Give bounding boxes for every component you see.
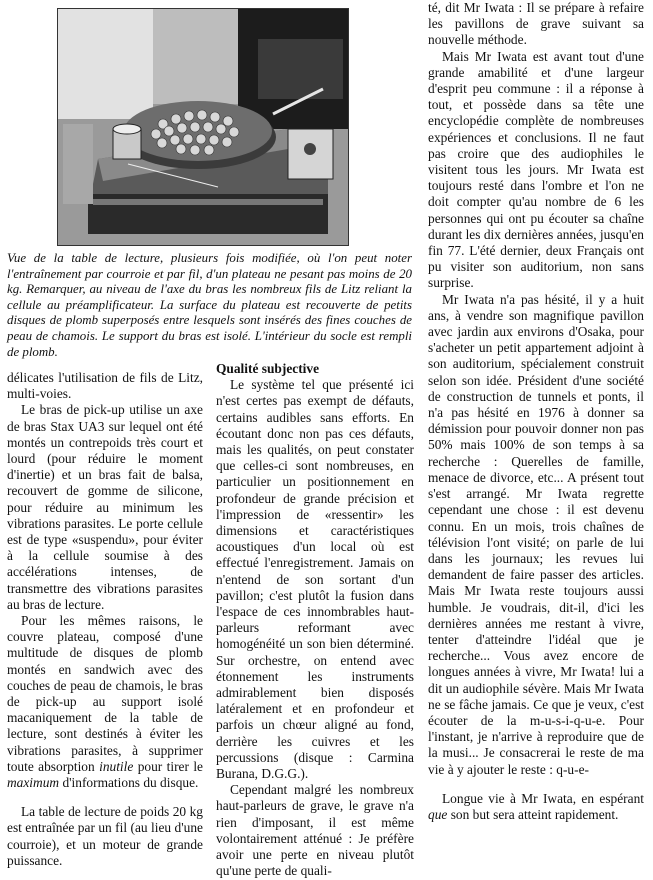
middle-column (216, 361, 414, 880)
paragraph: Cependant malgré les nombreux haut-parleurs de grave, le grave n'a rien d'imposant, il est même volontairement atténué : Je préfère avoir une perte en niveau plutôt qu'une perte de quali- (216, 782, 414, 879)
emphasis-text: inutile (99, 758, 134, 774)
left-column (7, 370, 203, 869)
paragraph: délicates l'utilisation de fils de Litz, multi-voies. (7, 370, 203, 402)
paragraph: Le système tel que présenté ici n'est certes pas exempt de défauts, certains audibles sans efforts. En écoutant donc non pas ces défauts, mais les qualités, on peut constater que celles-ci sont nombreuses, en particulier un positionnement en profondeur de grande précision et l'impression de «ressentir» les dimensions et caractéristiques acoustiques d'un local où est effectué l'enregistrement. Jamais on n'entend de son sortant d'un pavillon; c'est plutôt la fusion dans l'espace de ces innombrables haut-parleurs reformant avec homogénéité un son bien déterminé. Sur orchestre, on entend avec étonnement les instruments admirablement bien disposés latéralement et en profondeur et parfois un chœur aligné au fond, derrière les cuivres et les percussions (disque : Carmina Burana, D.G.G.). (216, 377, 414, 782)
paragraph-text: son but sera atteint rapidement. (450, 806, 619, 822)
right-column (428, 0, 644, 823)
emphasis-text: que (428, 806, 448, 822)
emphasis-text: maximum (7, 775, 60, 791)
paragraph-text: d'informations du disque. (62, 775, 199, 791)
paragraph: Mais Mr Iwata est avant tout d'une grande amabilité et d'une largeur d'esprit peu commune : il a réponse à tout, et possède dans sa tête une encyclopédie complète de nombreuses expériences et conclusions. Il ne faut pas croire que des audiophiles le visitent tous les jours. Mr Iwata est toujours resté dans l'ombre et l'on ne doit compter qu'au nombre de 6 les personnes qui ont pu écouter sa chaîne durant les dix dernières années, jusqu'en fin 77. L'été dernier, deux Français ont pu visiter son auditorium, non sans surprise. (428, 48, 644, 291)
photo-caption: Vue de la table de lecture, plusieurs fois modifiée, où l'on peut noter l'entraînement par courroie et par fil, d'un plateau ne pesant pas moins de 20 kg. Remarquer, au niveau de l'axe du bras les nombreux fils de Litz reliant la cellule au préamplificateur. La surface du plateau est recouverte de petits disques de plomb superposés entre lesquels sont insérés des fines couches de peau de chamois. Le support du bras est isolé. L'intérieur du socle est rempli de plomb. (7, 251, 412, 359)
paragraph-text: pour tirer le (137, 758, 203, 774)
paragraph: Le bras de pick-up utilise un axe de bras Stax UA3 sur lequel ont été montés un contrepoids très court et lourd (pour réduire le moment d'inertie) et un bras fait de balsa, recouvert de gomme de silicone, pour réduire au minimum les vibrations parasites. Le porte cellule est de type «suspendu», pour éviter à la cellule soumise à des accélérations intenses, de transmettre des vibrations parasites au bras de lecture. (7, 402, 203, 612)
paragraph (428, 791, 644, 823)
paragraph: Mr Iwata n'a pas hésité, il y a huit ans, à vendre son magnifique pavillon avec jardin aux environs d'Osaka, pour s'acheter un petit appartement adjoint à son auditorium, spécialement construit selon son idée. Président d'une société de construction de tunnels et ponts, il n'a pas hésité en 1976 à donner sa démission pour pouvoir donner non pas 50% mais 100% de son temps à sa recherche : Querelles de famille, menace de divorce, etc... A présent tout s'est arrangé. Mr Iwata regrette cependant une chose : il est devenu connu. En un mois, trois chaînes de télévision l'ont visité; on parle de lui dans les journaux; les revues lui demandent de faire passer des articles. Mais Mr Iwata reste toujours aussi humble. Je voudrais, dit-il, d'ici les dernières années me restant à vivre, tenter d'atteindre l'idéal que je recherche... Vous avez encore de longues années à vivre, Mr Iwata! lui a dit un audiophile sévère. Mais Mr Iwata ne se fâche jamais. Ce que je veux, c'est écouter de la m-u-s-i-q-u-e. Pour l'instant, je n'arrive à reproduire que de la musi... Je consacrerai le reste de ma vie à y ajouter le reste : q-u-e- (428, 291, 644, 777)
section-title: Qualité subjective (216, 361, 320, 376)
paragraph (7, 613, 203, 791)
turntable-photo (57, 8, 349, 246)
paragraph-text: Pour les mêmes raisons, le couvre plateau, composé d'une multitude de disques de plomb montés en sandwich avec des couches de peau de chamois, le bras de pick-up au support isolé macaniquement de la table de lecture, sont destinés à éviter les vibrations parasites, à supprimer toute absorption (7, 613, 203, 774)
turntable-photo-icon (58, 9, 348, 245)
paragraph-text: Longue vie à Mr Iwata, en espérant (442, 790, 644, 806)
paragraph: té, dit Mr Iwata : Il se prépare à refaire les pavillons de grave suivant sa nouvelle méthode. (428, 0, 644, 48)
paragraph: La table de lecture de poids 20 kg est entraînée par un fil (au lieu d'une courroie), et un moteur de grande puissance. (7, 804, 203, 868)
